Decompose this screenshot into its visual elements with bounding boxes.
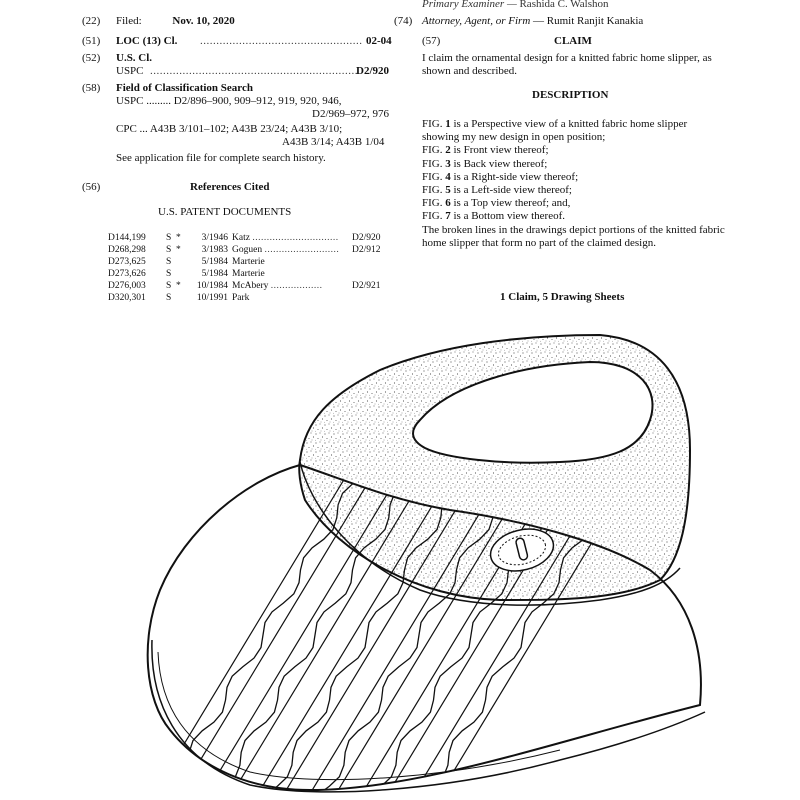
ref-kind: S [166,245,172,255]
attorney-label: Attorney, Agent, or Firm [422,15,531,27]
refs-code: (56) [82,181,101,193]
examiner-line: Primary Examiner — Rashida C. Walshon [422,0,609,10]
ref-number: D144,199 [108,233,146,243]
loc-code: (51) [82,35,101,47]
ref-name: Park [232,293,250,303]
field-code: (58) [82,82,101,94]
claim-code: (57) [422,35,441,47]
uscl-label: U.S. Cl. [116,52,153,64]
ref-star: * [176,233,181,243]
field-line-5: See application file for complete search history. [116,152,326,164]
ref-number: D273,625 [108,257,146,267]
ref-name: Goguen .......................... [232,245,340,255]
ref-name: Katz .............................. [232,233,339,243]
figure-line: showing my new design in open position; [422,131,606,144]
figure-line: FIG. 1 is a Perspective view of a knitted fabric home slipper [422,118,688,130]
loc-value: 02-04 [366,35,392,47]
ref-date: 10/1984 [196,281,228,291]
ref-class: D2/921 [352,281,381,291]
ref-star: * [176,281,181,291]
uscl-sub: USPC [116,65,144,77]
uscl-code: (52) [82,52,101,64]
figure-line: FIG. 6 is a Top view thereof; and, [422,197,571,210]
examiner-name: Rashida C. Walshon [519,0,609,10]
loc-label: LOC (13) Cl. [116,35,178,47]
claims-sheets: 1 Claim, 5 Drawing Sheets [500,291,625,303]
ref-date: 3/1983 [201,245,228,255]
ref-number: D273,626 [108,269,146,279]
ref-class: D2/912 [352,245,381,255]
description-title: DESCRIPTION [532,89,609,101]
refs-title: References Cited [190,181,270,193]
figure-line: FIG. 2 is Front view thereof; [422,144,549,157]
filed-label: Filed: [116,15,142,27]
claim-text: I claim the ornamental design for a knitted fabric home slipper, as shown and described. [422,52,712,78]
ref-kind: S [166,269,172,279]
ref-star: * [176,245,181,255]
attorney-line: Attorney, Agent, or Firm — Rumit Ranjit Kanakia [422,15,644,27]
field-line-1: USPC ......... D2/896–900, 909–912, 919, 920, 946, [116,95,342,107]
ref-date: 5/1984 [201,257,228,267]
claim-title: CLAIM [554,35,592,47]
figure-line: FIG. 3 is Back view thereof; [422,157,548,170]
attorney-code: (74) [394,15,413,27]
ref-kind: S [166,233,172,243]
ref-date: 5/1984 [201,269,228,279]
ref-name: Marterie [232,257,265,267]
uscl-leader: ................................................................ [150,65,358,77]
attorney-name: Rumit Ranjit Kanakia [546,15,644,27]
ref-date: 3/1946 [201,233,228,243]
ref-number: D276,003 [108,281,146,291]
ref-date: 10/1991 [196,293,228,303]
field-label: Field of Classification Search [116,82,253,94]
ref-kind: S [166,257,172,267]
ref-kind: S [166,293,172,303]
figure-line: FIG. 7 is a Bottom view thereof. [422,210,565,223]
ref-name: McAbery .................. [232,281,323,291]
figure-line: FIG. 5 is a Left-side view thereof; [422,184,572,197]
broken-lines-note: The broken lines in the drawings depict portions of the knitted fabric home slipper that form no part of the claimed design. [422,223,725,249]
field-line-3: CPC ... A43B 3/101–102; A43B 23/24; A43B 3/10; [116,123,343,135]
filed-code: (22) [82,15,101,27]
examiner-label: Primary Examiner [422,0,505,10]
figure-line: FIG. 4 is a Right-side view thereof; [422,170,579,183]
field-line-2: D2/969–972, 976 [312,108,389,120]
ref-class: D2/920 [352,233,381,243]
refs-subtitle: U.S. PATENT DOCUMENTS [158,206,292,218]
ref-name: Marterie [232,269,265,279]
ref-number: D320,301 [108,293,146,303]
ref-kind: S [166,281,172,291]
uscl-value: D2/920 [356,65,389,77]
ref-number: D268,298 [108,245,146,255]
field-line-4: A43B 3/14; A43B 1/04 [282,136,385,148]
loc-leader: .................................................. [200,35,363,47]
filed-date: Nov. 10, 2020 [172,15,235,27]
